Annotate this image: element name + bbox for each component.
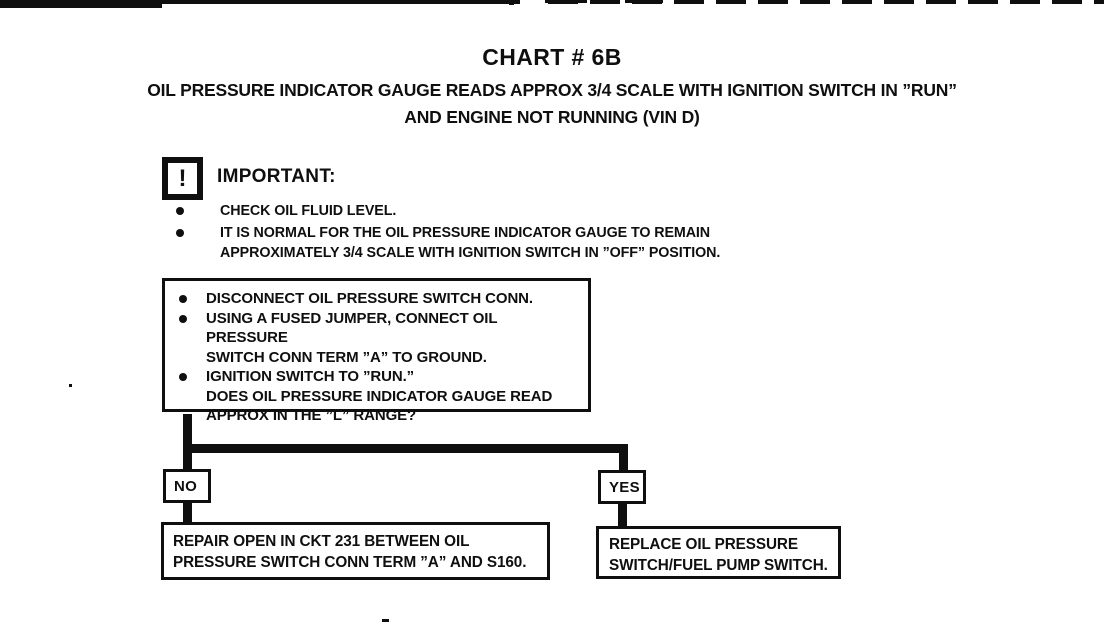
result-no-line: REPAIR OPEN IN CKT 231 BETWEEN OIL: [173, 533, 470, 550]
important-label: IMPORTANT:: [217, 166, 336, 187]
chart-subtitle: [0, 77, 1104, 131]
result-yes-line: SWITCH/FUEL PUMP SWITCH.: [609, 557, 828, 574]
step-bullet-item: [165, 289, 582, 309]
step-bullet-item: [165, 309, 582, 368]
step-text: USING A FUSED JUMPER, CONNECT OIL PRESSURE: [206, 309, 498, 346]
chart-subtitle-line-2: AND ENGINE NOT RUNNING (VIN D): [404, 107, 700, 127]
important-bullet-item: [163, 223, 813, 263]
scan-artifact-dots: [545, 0, 663, 3]
scan-noise-dot: [382, 619, 389, 622]
scan-artifact-dots: [234, 0, 274, 3]
connector-stem-main: [183, 414, 192, 471]
result-no-line: PRESSURE SWITCH CONN TERM ”A” AND S160.: [173, 554, 527, 571]
result-box-no: [161, 522, 550, 580]
exclamation-glyph: !: [178, 164, 187, 192]
important-bullet-text: CHECK OIL FLUID LEVEL.: [220, 203, 397, 219]
bullet-icon: [176, 207, 184, 215]
step-text: SWITCH CONN TERM ”A” TO GROUND.: [206, 348, 487, 366]
connector-yes-stem-down: [618, 503, 627, 528]
result-box-yes: [596, 526, 841, 579]
scan-noise-dot: [69, 384, 72, 387]
bullet-icon: [179, 295, 187, 303]
connector-no-stem-down: [183, 501, 192, 524]
step-text: IGNITION SWITCH TO ”RUN.”: [206, 368, 415, 385]
scan-artifact-top-thin: [160, 0, 520, 4]
important-bullet-text: APPROXIMATELY 3/4 SCALE WITH IGNITION SWITCH IN ”OFF” POSITION.: [220, 245, 721, 261]
important-bullet-item: [163, 201, 813, 221]
connector-branch-bar: [183, 444, 628, 453]
scan-artifact-tick: [509, 0, 514, 5]
step-text: DISCONNECT OIL PRESSURE SWITCH CONN.: [206, 290, 533, 307]
chart-title: CHART # 6B: [482, 44, 622, 70]
decision-yes-label: YES: [609, 478, 640, 496]
scan-artifact-top-thick: [0, 0, 162, 8]
important-bullet-text: IT IS NORMAL FOR THE OIL PRESSURE INDICATOR GAUGE TO REMAIN: [220, 225, 711, 241]
bullet-icon: [179, 315, 187, 323]
decision-box-yes: [598, 470, 646, 504]
chart-subtitle-line-1: OIL PRESSURE INDICATOR GAUGE READS APPROX 3/4 SCALE WITH IGNITION SWITCH IN ”RUN”: [147, 80, 957, 100]
step-text: APPROX IN THE ”L” RANGE?: [206, 407, 417, 424]
decision-box-no: [163, 469, 211, 503]
step-text: DOES OIL PRESSURE INDICATOR GAUGE READ: [206, 387, 553, 405]
step-bullet-item: [165, 367, 582, 426]
bullet-icon: [179, 373, 187, 381]
flowchart-question-box: [162, 278, 591, 424]
important-exclamation-icon: [162, 157, 203, 200]
bullet-icon: [176, 229, 184, 237]
important-bullet-list: [163, 201, 813, 265]
result-yes-line: REPLACE OIL PRESSURE: [609, 536, 798, 553]
decision-no-label: NO: [174, 477, 198, 495]
connector-yes-stem-up: [619, 444, 628, 472]
